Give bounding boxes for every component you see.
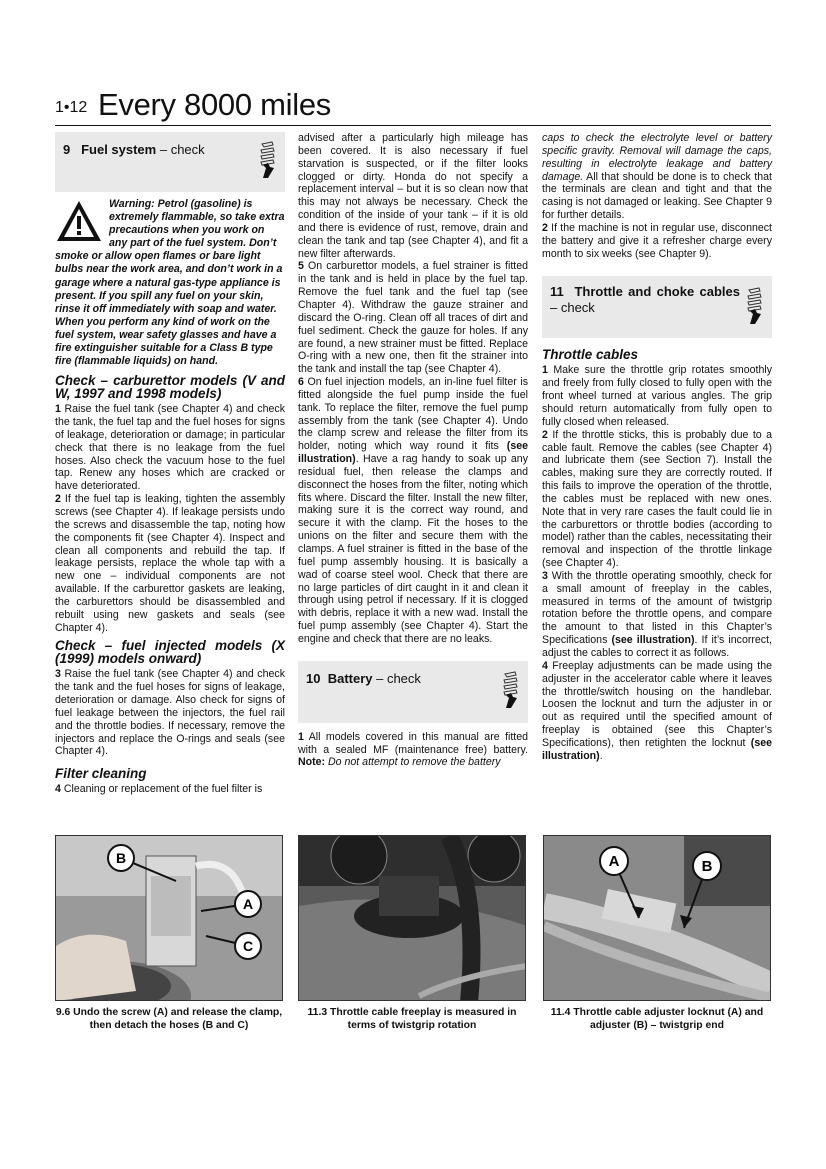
difficulty-wrench-icon xyxy=(259,140,279,180)
paragraph: 1 Raise the fuel tank (see Chapter 4) and check the tank, the fuel tap and the fuel hoses for signs of leakage, deterioration or damage; in particular check that there is no leakage from the fuel hoses. Also check the vacuum hose to the fuel tap. Renew any hoses which are cracked or have deteriorated. xyxy=(55,403,285,493)
subheading-throttle-cables: Throttle cables xyxy=(542,347,639,363)
photo-label: B xyxy=(115,850,127,866)
paragraph: 1 All models covered in this manual are fitted with a sealed MF (maintenance free) battery. Note: Do not attempt to remove the battery xyxy=(298,730,528,769)
difficulty-wrench-icon xyxy=(746,286,766,326)
photo-caption: 9.6 Undo the screw (A) and release the clamp, then detach the hoses (B and C) xyxy=(55,1007,283,1031)
photo-label: A xyxy=(608,853,620,870)
paragraph: 2 If the machine is not in regular use, disconnect the battery and give it a refresher charge every month to six weeks (see Chapter 9). xyxy=(542,221,772,260)
page-number: 1•12 xyxy=(55,99,88,116)
photo-label: A xyxy=(242,896,254,912)
column-3 xyxy=(542,132,772,763)
photo-caption: 11.3 Throttle cable freeplay is measured in terms of twistgrip rotation xyxy=(307,1007,517,1031)
photo-label: B xyxy=(701,858,713,875)
paragraph: 4 Cleaning or replacement of the fuel filter is xyxy=(55,783,263,796)
warning-triangle-icon xyxy=(55,199,103,243)
paragraph: caps to check the electrolyte level or battery specific gravity. Removal will damage the caps, resulting in electrolyte leakage and battery damage. All that should be done is to check that the terminals are clean and tight and that the casing is not damaged or leaking. See Chapter 9 for further details. xyxy=(542,132,772,222)
section-11-header: 11 Throttle and choke cables – check xyxy=(542,276,772,338)
section-title: Fuel system xyxy=(81,142,157,157)
section-10-header: 10 Battery – check xyxy=(298,661,528,723)
photo-caption: 11.4 Throttle cable adjuster locknut (A) and adjuster (B) – twistgrip end xyxy=(550,1007,764,1031)
section-suffix: – check xyxy=(156,142,205,157)
section-9-header xyxy=(55,132,285,192)
photo-label: C xyxy=(242,938,254,954)
paragraph: 1 Make sure the throttle grip rotates smoothly and freely from fully closed to fully open with the front wheel turned at various angles. The grip should return automatically from fully open to fully closed when released. xyxy=(542,364,772,428)
subheading-carburettor: Check – carburettor models (V and W, 1997 and 1998 models) xyxy=(55,373,285,402)
subheading-filter-cleaning: Filter cleaning xyxy=(55,766,147,782)
warning-block xyxy=(55,198,285,368)
column-1 xyxy=(55,132,285,796)
paragraph: 2 If the fuel tap is leaking, tighten the assembly screws (see Chapter 4). If leakage persists undo the screws and disassemble the tap, noting how the components fit (see Chapter 4). Inspect and clean all components and rebuild the tap. If leakage persists, replace the whole tap with a new one – individual components are not available. If the carburettor gaskets are leaking, the carburettors should be disassembled and rebuilt using new gaskets and seals (see Chapter 4). xyxy=(55,493,285,634)
photo-fuel-pump xyxy=(55,835,283,1001)
subheading-fuel-injected: Check – fuel injected models (X (1999) models onward) xyxy=(55,638,285,667)
photo-throttle-freeplay xyxy=(298,835,526,1001)
difficulty-wrench-icon xyxy=(502,670,522,710)
paragraph: 2 If the throttle sticks, this is probably due to a cable fault. Remove the cables (see Chapter 4) and lubricate them (see Section 7). Install the cables, making sure they are correctly routed. If this fails to improve the operation of the throttle, the cables must be replaced with new ones. Note that in very rare cases the fault could lie in the carburettors or throttle bodies (according to model) rather than the cables, necessitating their removal and inspection of the throttle linkage (see Chapter 4). xyxy=(542,428,772,570)
paragraph: 6 On fuel injection models, an in-line fuel filter is fitted alongside the fuel pump inside the fuel tank. To replace the filter, remove the fuel pump assembly from the tank (see Chapter 4). Undo the clamp screw and release the filter from its holder, noting which way round it fits (see illustration). Have a rag handy to soak up any residual fuel, then release the clamps and disconnect the hoses from the filter, noting which fits where. Discard the filter. Install the new filter, making sure it is the correct way round, and secure it with the clamp. Fit the hoses to the unions on the filter and secure them with the clamps. A fuel strainer is fitted in the base of the fuel pump assembly housing. It is basically a wad of coarse steel wool. Check that there are no large particles of dirt caught in it and clean it through using petrol if necessary. If it is clogged with debris, replace it with a new wad. Install the fuel pump assembly (see Chapter 4). Start the engine and check that there are no leaks. xyxy=(298,376,528,645)
page-title: Every 8000 miles xyxy=(98,87,331,122)
photo-throttle-adjuster xyxy=(543,835,771,1001)
paragraph: 3 Raise the fuel tank (see Chapter 4) and check the tank and the fuel hoses for signs of leakage, deterioration or damage. Also check for signs of fuel leakage between the injectors, the fuel rail and the throttle bodies. If necessary, remove the injectors and replace the O-rings and seals (see Chapter 4). xyxy=(55,668,285,758)
paragraph: 4 Freeplay adjustments can be made using the adjuster in the accelerator cable where it leaves the throttle/switch housing on the handlebar. Loosen the locknut and turn the adjuster in or out as required until the specified amount of freeplay is obtained (see this Chapter’s Specifications), then retighten the locknut (see illustration). xyxy=(542,659,772,762)
section-number: 9 xyxy=(63,142,71,157)
warning-text: Warning: Petrol (gasoline) is extremely flammable, so take extra precautions when you work on any part of the fuel system. Don’t smoke or allow open flames or bare light bulbs near the work area, and don’t work in a garage where a natural gas-type appliance is present. If you spill any fuel on your skin, rinse it off immediately with soap and water. When you perform any kind of work on the fuel system, wear safety glasses and have a fire extinguisher suitable for a Class B type fire (flammable liquids) on hand. xyxy=(55,198,285,368)
page-header xyxy=(55,86,771,126)
paragraph: advised after a particularly high mileage has been covered. It is also necessary if fuel starvation is suspected, or if the filter looks clogged or dirty. Honda do not specify a replacement interval – but it is so clean now that this may not always be necessary. Check the condition of the inside of your tank – if it is old and there is evidence of rust, remove, drain and clean the tank and tap (see Chapter 4), and fit a new filter afterwards. xyxy=(298,132,528,260)
paragraph: 3 With the throttle operating smoothly, check for a small amount of freeplay in the cables, measured in terms of the amount of twistgrip rotation before the throttle opens, and compare the amount to that listed in this Chapter’s Specifications (see illustration). If it’s incorrect, adjust the cables to correct it as follows. xyxy=(542,569,772,659)
paragraph: 5 On carburettor models, a fuel strainer is fitted in the tank and is held in place by the fuel tap. Remove the fuel tank and the fuel tap (see Chapter 4). Withdraw the gauze strainer and discard the O-ring. Clean off all traces of dirt and fuel sediment. Check the gauze for holes. If any are found, a new strainer must be fitted. Replace O-ring with a new one, then fit the strainer into the tank and install the tap (see Chapter 4). xyxy=(298,260,528,376)
column-2 xyxy=(298,132,528,769)
